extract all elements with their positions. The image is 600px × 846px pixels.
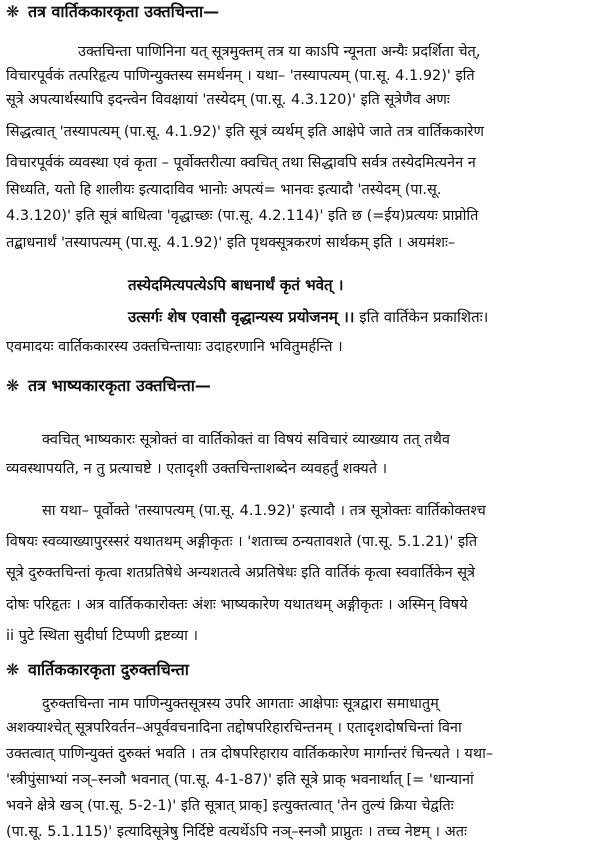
text-line: एवमादयः वार्तिककारस्य उक्तचिन्तायाः उदाहरणानि भवितुमर्हन्ति । (6, 339, 343, 355)
text-line: दुरुक्तचिन्ता नाम पाणिन्युक्तसूत्रस्य उपरि आगताः आक्षेपाः सूत्रद्वारा समाधातुम् (42, 696, 439, 712)
verse-line-2-tail: इति वार्तिकेन प्रकाशितः। (354, 308, 489, 326)
text-line: दोषः परिहृतः । अत्र वार्तिककारोक्तः अंशः भाष्यकारेण यथातथम् अङ्गीकृतः । अस्मिन् विषये (6, 597, 468, 613)
verse-line-2 (128, 307, 488, 327)
section-heading-1-text: तत्र वार्तिककारकृता उक्तचिन्ता— (28, 2, 220, 21)
text-line: सिद्धत्वात् 'तस्यापत्यम् (पा.सू. 4.1.92)' इति सूत्रं व्यर्थम् इति आक्षेपे जाते तत्र वार्तिककारेण (6, 124, 484, 140)
text-line: उक्तत्वात् पाणिन्युक्तं दुरुक्तं भवति । तत्र दोषपरिहाराय वार्तिककारेण मार्गान्तरं चिन्त्यते । यथा– (6, 746, 494, 762)
text-line: सूत्रे दुरुक्तचिन्तां कृत्वा शतप्रतिषेधे अन्यशतत्वे अप्रतिषेधः इति वार्तिकं कृत्वा स्ववार्तिकेन सूत्रे (6, 565, 476, 581)
asterisk-icon: ❋ (6, 2, 20, 21)
verse-line-2-text: उत्सर्गः शेष एवासौ वृद्धान्यस्य प्रयोजनम् ।। (128, 308, 355, 326)
text-line: सूत्रे अपत्यार्थस्यापि इदन्त्वेन विवक्षायां 'तस्येदम् (पा.सू. 4.3.120)' इति सूत्रेणैव अणः (6, 92, 450, 108)
asterisk-icon: ❋ (6, 376, 20, 395)
section-heading-2 (6, 376, 211, 396)
text-line: उक्तचिन्ता पाणिनिना यत् सूत्रमुक्तम् तत्र या काऽपि न्यूनता अन्यैः प्रदर्शिता चेत्, (78, 44, 481, 60)
text-line: भवने क्षेत्रे खञ् (पा.सू. 5-2-1)' इति सूत्रात् प्राक्] इत्युक्तत्वात् 'तेन तुल्यं क्रिया चेद्वतिः (6, 798, 454, 814)
text-line: 'स्त्रीपुंसाभ्यां नञ्–स्नञौ भवनात् (पा.सू. 4-1-87)' इति सूत्रे प्राक् भवनार्थात् [= 'धान्यानां (6, 772, 474, 788)
text-line: तद्बाधनार्थं 'तस्यापत्यम् (पा.सू. 4.1.92)' इति पृथक्सूत्रकरणं सार्थकम् इति । अयमंशः– (6, 235, 456, 251)
verse-line-1: तस्येदमित्यपत्येऽपि बाधनार्थं कृतं भवेत् । (128, 276, 344, 294)
section-heading-2-text: तत्र भाष्यकारकृता उक्तचिन्ता— (28, 376, 211, 395)
section-heading-3 (6, 660, 189, 680)
text-line: विचारपूर्वकं व्यवस्था एवं कृता – पूर्वोक्तरीत्या क्वचित् तथा सिद्धावपि सर्वत्र तस्येदमित्यनेन न (6, 155, 476, 171)
text-line: क्वचित् भाष्यकारः सूत्रोक्तं वा वार्तिकोक्तं वा विषयं सविचारं व्याख्याय तत् तथैव (42, 432, 450, 448)
text-line: सिध्यति, यतो हि शालीयः इत्यादाविव भानोः अपत्यं= भानवः इत्यादौ 'तस्येदम् (पा.सू. (6, 182, 442, 198)
text-line: विचारपूर्वकं तत्परिहृत्य पाणिन्युक्तस्य समर्थनम् । यथा– 'तस्यापत्यम् (पा.सू. 4.1.92)' इति (6, 68, 475, 84)
text-line: अशक्याश्चेत् सूत्रपरिवर्तन–अपूर्ववचनादिना तद्दोषपरिहारचिन्तनम् । एतादृशदोषचिन्तां विना (6, 720, 462, 736)
text-line: विषयः स्वव्याख्यापुरस्सरं यथातथम् अङ्गीकृतः । 'शताच्च ठन्यतावशते (पा.सू. 5.1.21)' इति (6, 534, 478, 550)
asterisk-icon: ❋ (6, 660, 20, 679)
text-line: ii पुटे स्थिता सुदीर्घा टिप्पणी द्रष्टव्या । (6, 628, 199, 644)
text-line: व्यवस्थापयति, न तु प्रत्याचष्टे । एतादृशी उक्तचिन्ताशब्देन व्यवहर्तुं शक्यते । (6, 461, 388, 477)
section-heading-3-text: वार्तिककारकृता दुरुक्तचिन्ता (28, 660, 189, 679)
text-line: सा यथा– पूर्वोक्ते 'तस्यापत्यम् (पा.सू. 4.1.92)' इत्यादौ । तत्र सूत्रोक्तः वार्तिकोक्तश्च (42, 503, 486, 519)
text-line: 4.3.120)' इति सूत्रं बाधित्वा 'वृद्धाच्छः (पा.सू. 4.2.114)' इति छ (=ईय)प्रत्ययः प्राप्नोति (6, 208, 479, 224)
section-heading-1 (6, 2, 219, 22)
text-line: (पा.सू. 5.1.115)' इत्यादिसूत्रेषु निर्दिष्टे वत्यर्थेऽपि नञ्–स्नञौ प्राप्नुतः । तच्च नेष्टम् । अतः (6, 824, 467, 840)
